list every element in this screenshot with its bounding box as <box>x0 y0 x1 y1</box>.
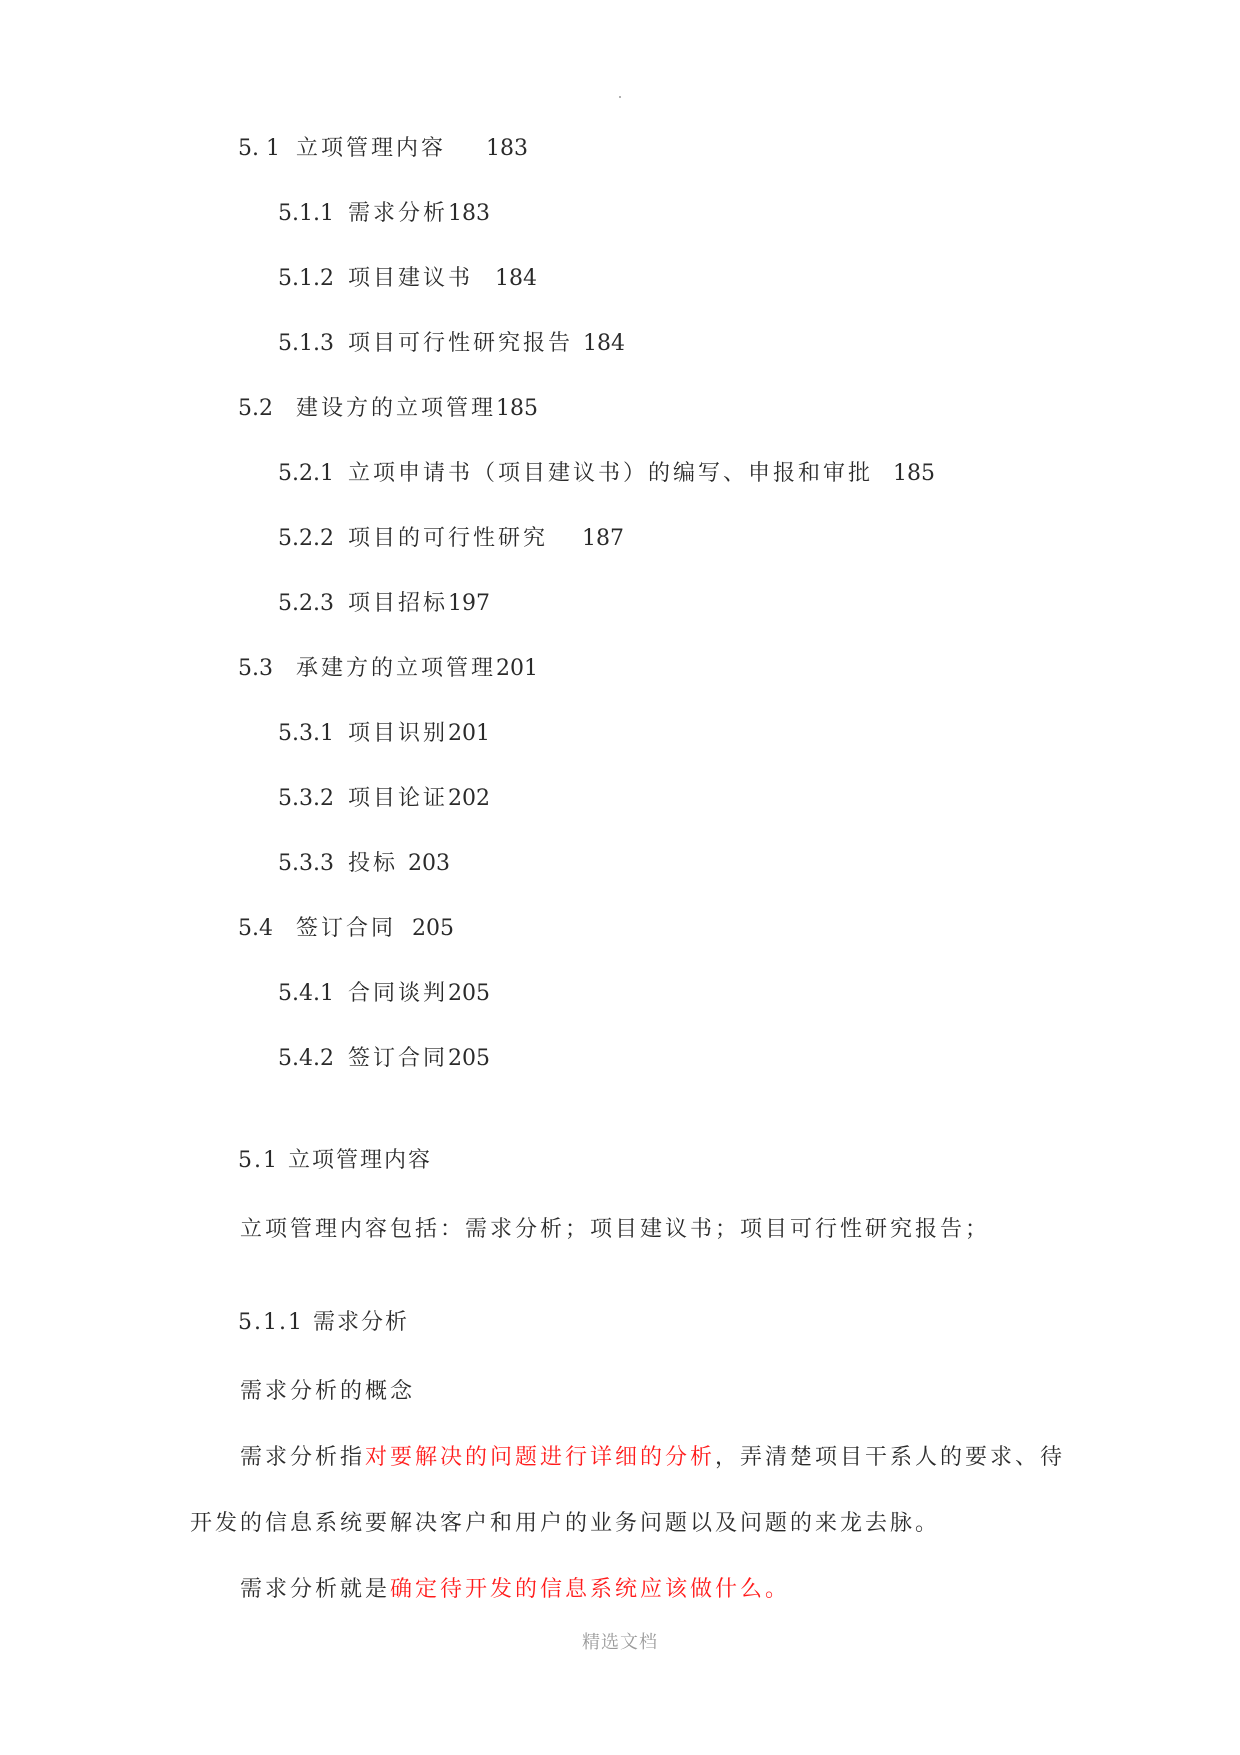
toc-entry-number: 5.2.2 <box>278 526 334 551</box>
section-5-1-summary: 立项管理内容包括：需求分析；项目建议书；项目可行性研究报告； <box>240 1217 991 1242</box>
toc-entry-number: 5.3 <box>238 656 273 681</box>
toc-entry-5-3-1[interactable] <box>278 719 490 749</box>
toc-entry-title: 立项申请书（项目建议书）的编写、申报和审批 <box>348 461 874 486</box>
toc-entry-page: 205 <box>448 981 491 1006</box>
toc-entry-title: 需求分析 <box>348 201 449 226</box>
definition-highlight-text: 对要解决的问题进行详细的分析 <box>365 1445 716 1470</box>
toc-entry-5-4-2[interactable] <box>278 1044 490 1074</box>
toc-entry-number: 5.1.1 <box>278 201 334 226</box>
toc-entry-number: 5.3.1 <box>278 721 334 746</box>
toc-entry-title: 项目招标 <box>348 591 449 616</box>
toc-entry-title: 签订合同 <box>348 1046 449 1071</box>
purpose-paragraph <box>240 1575 790 1605</box>
page-footer-label: 精选文档 <box>582 1632 658 1653</box>
toc-entry-page: 185 <box>893 461 936 486</box>
toc-entry-page: 184 <box>495 266 538 291</box>
toc-entry-title: 项目的可行性研究 <box>348 526 549 551</box>
toc-entry-number: 5.4.1 <box>278 981 334 1006</box>
toc-entry-5-1-3[interactable] <box>278 329 625 359</box>
toc-entry-page: 187 <box>582 526 625 551</box>
toc-entry-number: 5.2.3 <box>278 591 334 616</box>
toc-entry-title: 项目识别 <box>348 721 449 746</box>
toc-entry-number: 5.2 <box>238 396 273 421</box>
toc-entry-5-3[interactable] <box>238 654 538 684</box>
toc-entry-page: 201 <box>448 721 491 746</box>
toc-entry-title: 立项管理内容 <box>296 136 447 161</box>
toc-entry-page: 183 <box>486 136 529 161</box>
toc-entry-5-2-2[interactable] <box>278 524 624 554</box>
toc-entry-number: 5.4 <box>238 916 273 941</box>
toc-entry-title: 承建方的立项管理 <box>296 656 497 681</box>
toc-entry-5-1[interactable] <box>238 134 528 164</box>
toc-entry-number: 5.2.1 <box>278 461 334 486</box>
toc-entry-title: 项目可行性研究报告 <box>348 331 574 356</box>
toc-entry-title: 签订合同 <box>296 916 397 941</box>
toc-entry-5-2-3[interactable] <box>278 589 490 619</box>
page-dot-mark <box>619 96 621 98</box>
toc-entry-title: 建设方的立项管理 <box>296 396 497 421</box>
section-heading-5-1: 5.1 立项管理内容 <box>238 1148 432 1173</box>
toc-entry-page: 183 <box>448 201 491 226</box>
toc-entry-page: 185 <box>496 396 539 421</box>
toc-entry-5-3-2[interactable] <box>278 784 490 814</box>
toc-entry-page: 201 <box>496 656 539 681</box>
toc-entry-5-2-1[interactable] <box>278 459 935 489</box>
toc-entry-page: 205 <box>412 916 455 941</box>
toc-entry-page: 184 <box>583 331 626 356</box>
toc-entry-title: 合同谈判 <box>348 981 449 1006</box>
toc-entry-title: 投标 <box>348 851 399 876</box>
toc-entry-5-3-3[interactable] <box>278 849 450 879</box>
toc-entry-number: 5.1.3 <box>278 331 334 356</box>
toc-entry-title: 项目建议书 <box>348 266 474 291</box>
section-heading-5-1-1: 5.1.1 需求分析 <box>238 1310 409 1335</box>
toc-entry-5-2[interactable] <box>238 394 538 424</box>
toc-entry-number: 5.3.2 <box>278 786 334 811</box>
toc-entry-number: 5.3.3 <box>278 851 334 876</box>
toc-entry-5-4[interactable] <box>238 914 454 944</box>
definition-paragraph-line-1 <box>240 1443 1065 1473</box>
toc-entry-title: 项目论证 <box>348 786 449 811</box>
toc-entry-number: 5. 1 <box>238 136 280 161</box>
concept-subtitle: 需求分析的概念 <box>240 1379 416 1404</box>
purpose-highlight-text: 确定待开发的信息系统应该做什么。 <box>390 1577 791 1602</box>
toc-entry-page: 205 <box>448 1046 491 1071</box>
definition-lead-text: 需求分析指 <box>240 1445 366 1470</box>
purpose-lead-text: 需求分析就是 <box>240 1577 391 1602</box>
toc-entry-number: 5.1.2 <box>278 266 334 291</box>
toc-entry-page: 197 <box>448 591 491 616</box>
toc-entry-page: 202 <box>448 786 491 811</box>
toc-entry-5-1-1[interactable] <box>278 199 490 229</box>
toc-entry-page: 203 <box>408 851 451 876</box>
toc-entry-5-4-1[interactable] <box>278 979 490 1009</box>
toc-entry-5-1-2[interactable] <box>278 264 537 294</box>
toc-entry-number: 5.4.2 <box>278 1046 334 1071</box>
definition-trailing-text: ，弄清楚项目干系人的要求、待 <box>715 1445 1066 1470</box>
definition-paragraph-line-2: 开发的信息系统要解决客户和用户的业务问题以及问题的来龙去脉。 <box>190 1511 941 1536</box>
